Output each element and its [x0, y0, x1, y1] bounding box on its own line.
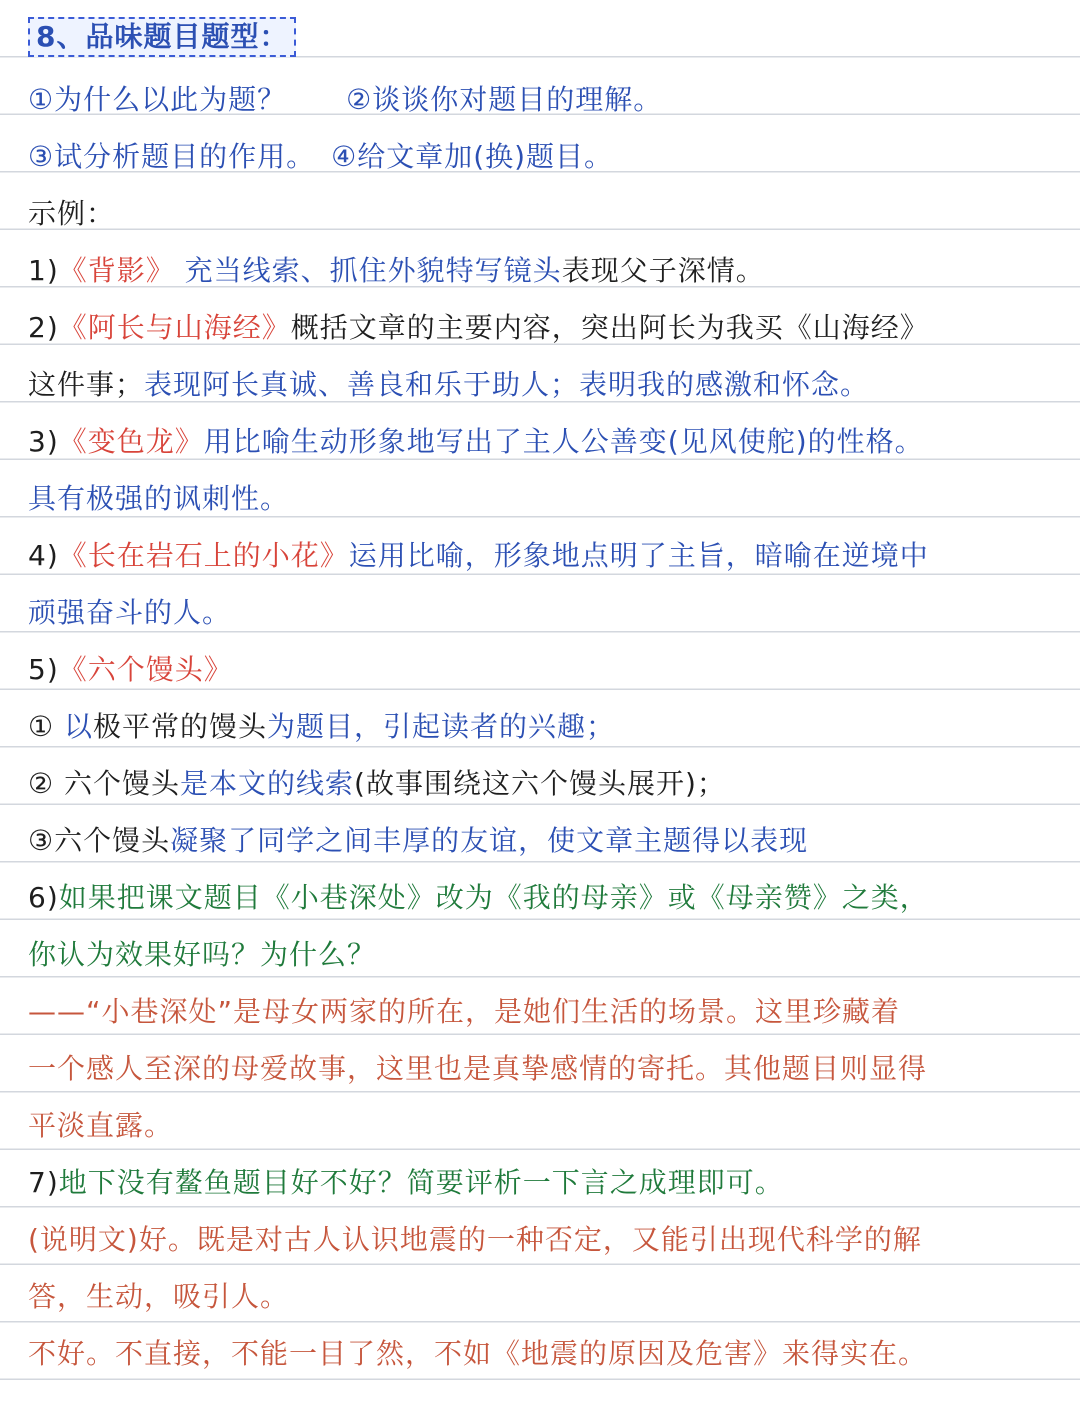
point-text: 以 — [64, 710, 94, 743]
example-6-cont: 你认为效果好吗？为什么？ — [28, 938, 377, 971]
example-text: 概括文章的主要内容，突出阿长为我买《山海经》 — [290, 311, 929, 344]
example-number: 3) — [28, 425, 59, 458]
book-title: 《背影》 — [58, 254, 175, 287]
example-3-cont: 具有极强的讽刺性。 — [28, 482, 290, 515]
example-5-point-1 — [28, 705, 1052, 749]
example-text: 运用比喻，形象地点明了主旨，暗喻在逆境中 — [348, 539, 929, 572]
point-number: ② — [28, 767, 55, 800]
example-number: 7) — [28, 1166, 59, 1199]
example-3 — [28, 420, 1052, 464]
point-number: ① — [28, 710, 55, 743]
example-number: 6) — [28, 881, 59, 914]
example-text: 用比喻生动形象地写出了主人公善变(见风使舵)的性格。 — [203, 425, 924, 458]
example-2 — [28, 306, 1052, 350]
point-text: (故事围绕这六个馒头展开)； — [354, 767, 726, 800]
answer-7-line-2: 答，生动，吸引人。 — [28, 1280, 290, 1313]
example-number: 1) — [28, 254, 59, 287]
section-title: 8、品味题目题型： — [28, 17, 296, 57]
example-text: 这件事； — [28, 368, 145, 401]
question-text: 地下没有鳌鱼题目好不好？简要评析一下言之成理即可。 — [58, 1166, 784, 1199]
point-text: 六个馒头 — [64, 767, 181, 800]
example-5 — [28, 648, 1052, 692]
point-number: ③ — [28, 824, 55, 857]
question-1: ①为什么以此为题？ — [28, 83, 287, 116]
example-7 — [28, 1161, 1052, 1205]
example-1 — [28, 249, 1052, 293]
answer-6-line-1: ——“小巷深处”是母女两家的所在，是她们生活的场景。这里珍藏着 — [28, 995, 901, 1028]
example-text: 充当线索、抓住外貌特写镜头 — [184, 254, 562, 287]
question-text: 如果把课文题目《小巷深处》改为《我的母亲》或《母亲赞》之类， — [58, 881, 929, 914]
example-5-point-3 — [28, 819, 1052, 863]
example-number: 4) — [28, 539, 59, 572]
question-3: ③试分析题目的作用。 — [28, 140, 316, 173]
example-number: 2) — [28, 311, 59, 344]
point-text: 凝聚了同学之间丰厚的友谊，使文章主题得以表现 — [170, 824, 809, 857]
answer-6-line-3: 平淡直露。 — [28, 1109, 174, 1142]
example-4 — [28, 534, 1052, 578]
example-label: 示例： — [28, 197, 116, 230]
book-title: 《六个馒头》 — [58, 653, 233, 686]
book-title: 《变色龙》 — [58, 425, 204, 458]
question-line-2 — [28, 135, 1052, 179]
point-text: 为题目，引起读者的兴趣； — [267, 710, 616, 743]
point-text: 极平常的馒头 — [93, 710, 268, 743]
book-title: 《长在岩石上的小花》 — [58, 539, 349, 572]
book-title: 《阿长与山海经》 — [58, 311, 291, 344]
answer-6-line-2: 一个感人至深的母爱故事，这里也是真挚感情的寄托。其他题目则显得 — [28, 1052, 928, 1085]
heading-line — [28, 14, 1052, 58]
example-4-cont: 顽强奋斗的人。 — [28, 596, 232, 629]
example-number: 5) — [28, 653, 59, 686]
example-5-point-2 — [28, 762, 1052, 806]
example-2-cont — [28, 363, 1052, 407]
point-text: 六个馒头 — [54, 824, 171, 857]
example-text: 表现阿长真诚、善良和乐于助人；表明我的感激和怀念。 — [144, 368, 870, 401]
example-6 — [28, 876, 1052, 920]
question-line-1 — [28, 78, 1052, 122]
answer-7-line-1: (说明文)好。既是对古人认识地震的一种否定，又能引出现代科学的解 — [28, 1223, 922, 1256]
question-2: ②谈谈你对题目的理解。 — [346, 83, 663, 116]
example-text: 表现父子深情。 — [561, 254, 765, 287]
answer-7-line-3: 不好。不直接，不能一目了然，不如《地震的原因及危害》来得实在。 — [28, 1337, 928, 1370]
question-4: ④给文章加(换)题目。 — [331, 140, 614, 173]
point-text: 是本文的线索 — [180, 767, 355, 800]
